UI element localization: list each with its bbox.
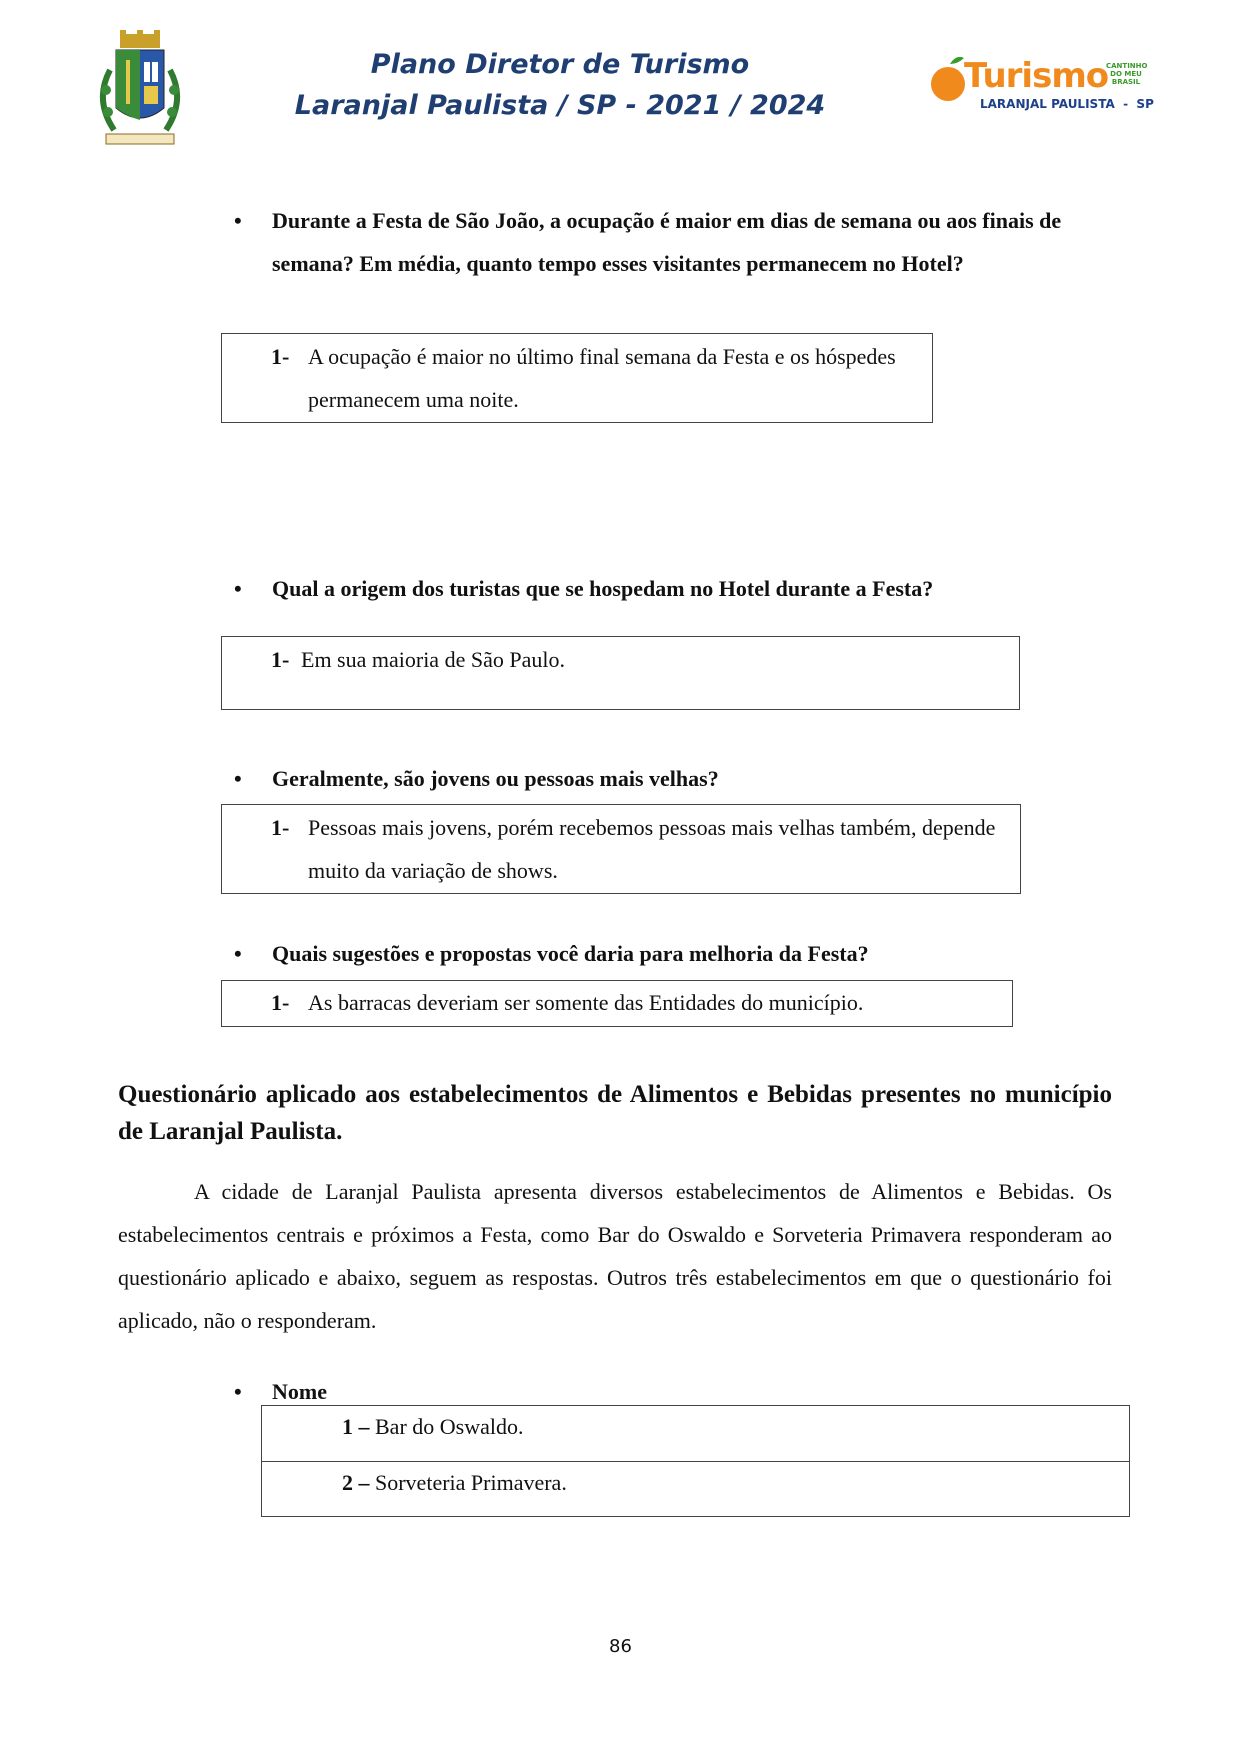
question-item bbox=[234, 932, 1104, 975]
question-text: Nome bbox=[272, 1379, 327, 1404]
table-cell bbox=[342, 1410, 523, 1444]
question-item bbox=[234, 199, 1104, 285]
answer-number: 1- bbox=[271, 344, 290, 369]
section-heading: Questionário aplicado aos estabelecimentos de Alimentos e Bebidas presentes no município de Laranjal Paulista. bbox=[118, 1081, 1112, 1145]
answer-box bbox=[221, 804, 1021, 894]
answer-text: Pessoas mais jovens, porém recebemos pessoas mais velhas também, depende muito da variação de shows. bbox=[308, 815, 996, 883]
row-value: Sorveteria Primavera. bbox=[375, 1470, 567, 1495]
section-paragraph: A cidade de Laranjal Paulista apresenta diversos estabelecimentos de Alimentos e Bebidas. Os estabelecimentos centrais e próximos a Festa, como Bar do Oswaldo e Sorveteria Primavera responderam ao questionário aplicado e abaixo, seguem as respostas. Outros três estabelecimentos em que o questionário foi aplicado, não o responderam. bbox=[118, 1179, 1112, 1333]
header-title-line2: Laranjal Paulista / SP - 2021 / 2024 bbox=[294, 90, 826, 121]
logo-subtitle: LARANJAL PAULISTA - SP bbox=[980, 97, 1154, 111]
bullet-icon: • bbox=[234, 1379, 242, 1404]
table-row bbox=[262, 1461, 1129, 1516]
answer-box bbox=[221, 333, 933, 423]
question-item bbox=[234, 757, 1104, 800]
page-number: 86 bbox=[609, 1636, 632, 1657]
answer-text: As barracas deveriam ser somente das Entidades do município. bbox=[308, 990, 864, 1015]
logo-word: Turismo bbox=[964, 56, 1109, 96]
logo-tagline: CANTINHO DO MEU BRASIL bbox=[1106, 62, 1148, 86]
row-number: 1 – bbox=[342, 1414, 370, 1439]
answer-box bbox=[221, 980, 1013, 1027]
answer-text: Em sua maioria de São Paulo. bbox=[301, 647, 565, 672]
question-text: Quais sugestões e propostas você daria para melhoria da Festa? bbox=[272, 941, 869, 966]
table-cell bbox=[342, 1466, 567, 1500]
bullet-icon: • bbox=[234, 576, 242, 601]
name-answer-table bbox=[261, 1405, 1130, 1517]
bullet-icon: • bbox=[234, 208, 242, 233]
turismo-logo bbox=[928, 40, 1168, 122]
bullet-icon: • bbox=[234, 941, 242, 966]
municipal-coat-of-arms-icon bbox=[86, 30, 194, 150]
bullet-icon: • bbox=[234, 766, 242, 791]
question-text: Durante a Festa de São João, a ocupação é maior em dias de semana ou aos finais de semana? Em média, quanto tempo esses visitantes permanecem no Hotel? bbox=[272, 208, 1062, 276]
answer-box bbox=[221, 636, 1020, 710]
answer-number: 1- bbox=[271, 647, 290, 672]
header-title-line1: Plano Diretor de Turismo bbox=[370, 49, 750, 80]
question-item bbox=[234, 567, 1104, 610]
table-row bbox=[262, 1406, 1129, 1461]
row-number: 2 – bbox=[342, 1470, 370, 1495]
row-value: Bar do Oswaldo. bbox=[375, 1414, 524, 1439]
question-text: Qual a origem dos turistas que se hospedam no Hotel durante a Festa? bbox=[272, 576, 934, 601]
answer-text: A ocupação é maior no último final semana da Festa e os hóspedes permanecem uma noite. bbox=[308, 344, 896, 412]
question-text: Geralmente, são jovens ou pessoas mais velhas? bbox=[272, 766, 719, 791]
answer-number: 1- bbox=[271, 815, 290, 840]
answer-number: 1- bbox=[271, 990, 290, 1015]
